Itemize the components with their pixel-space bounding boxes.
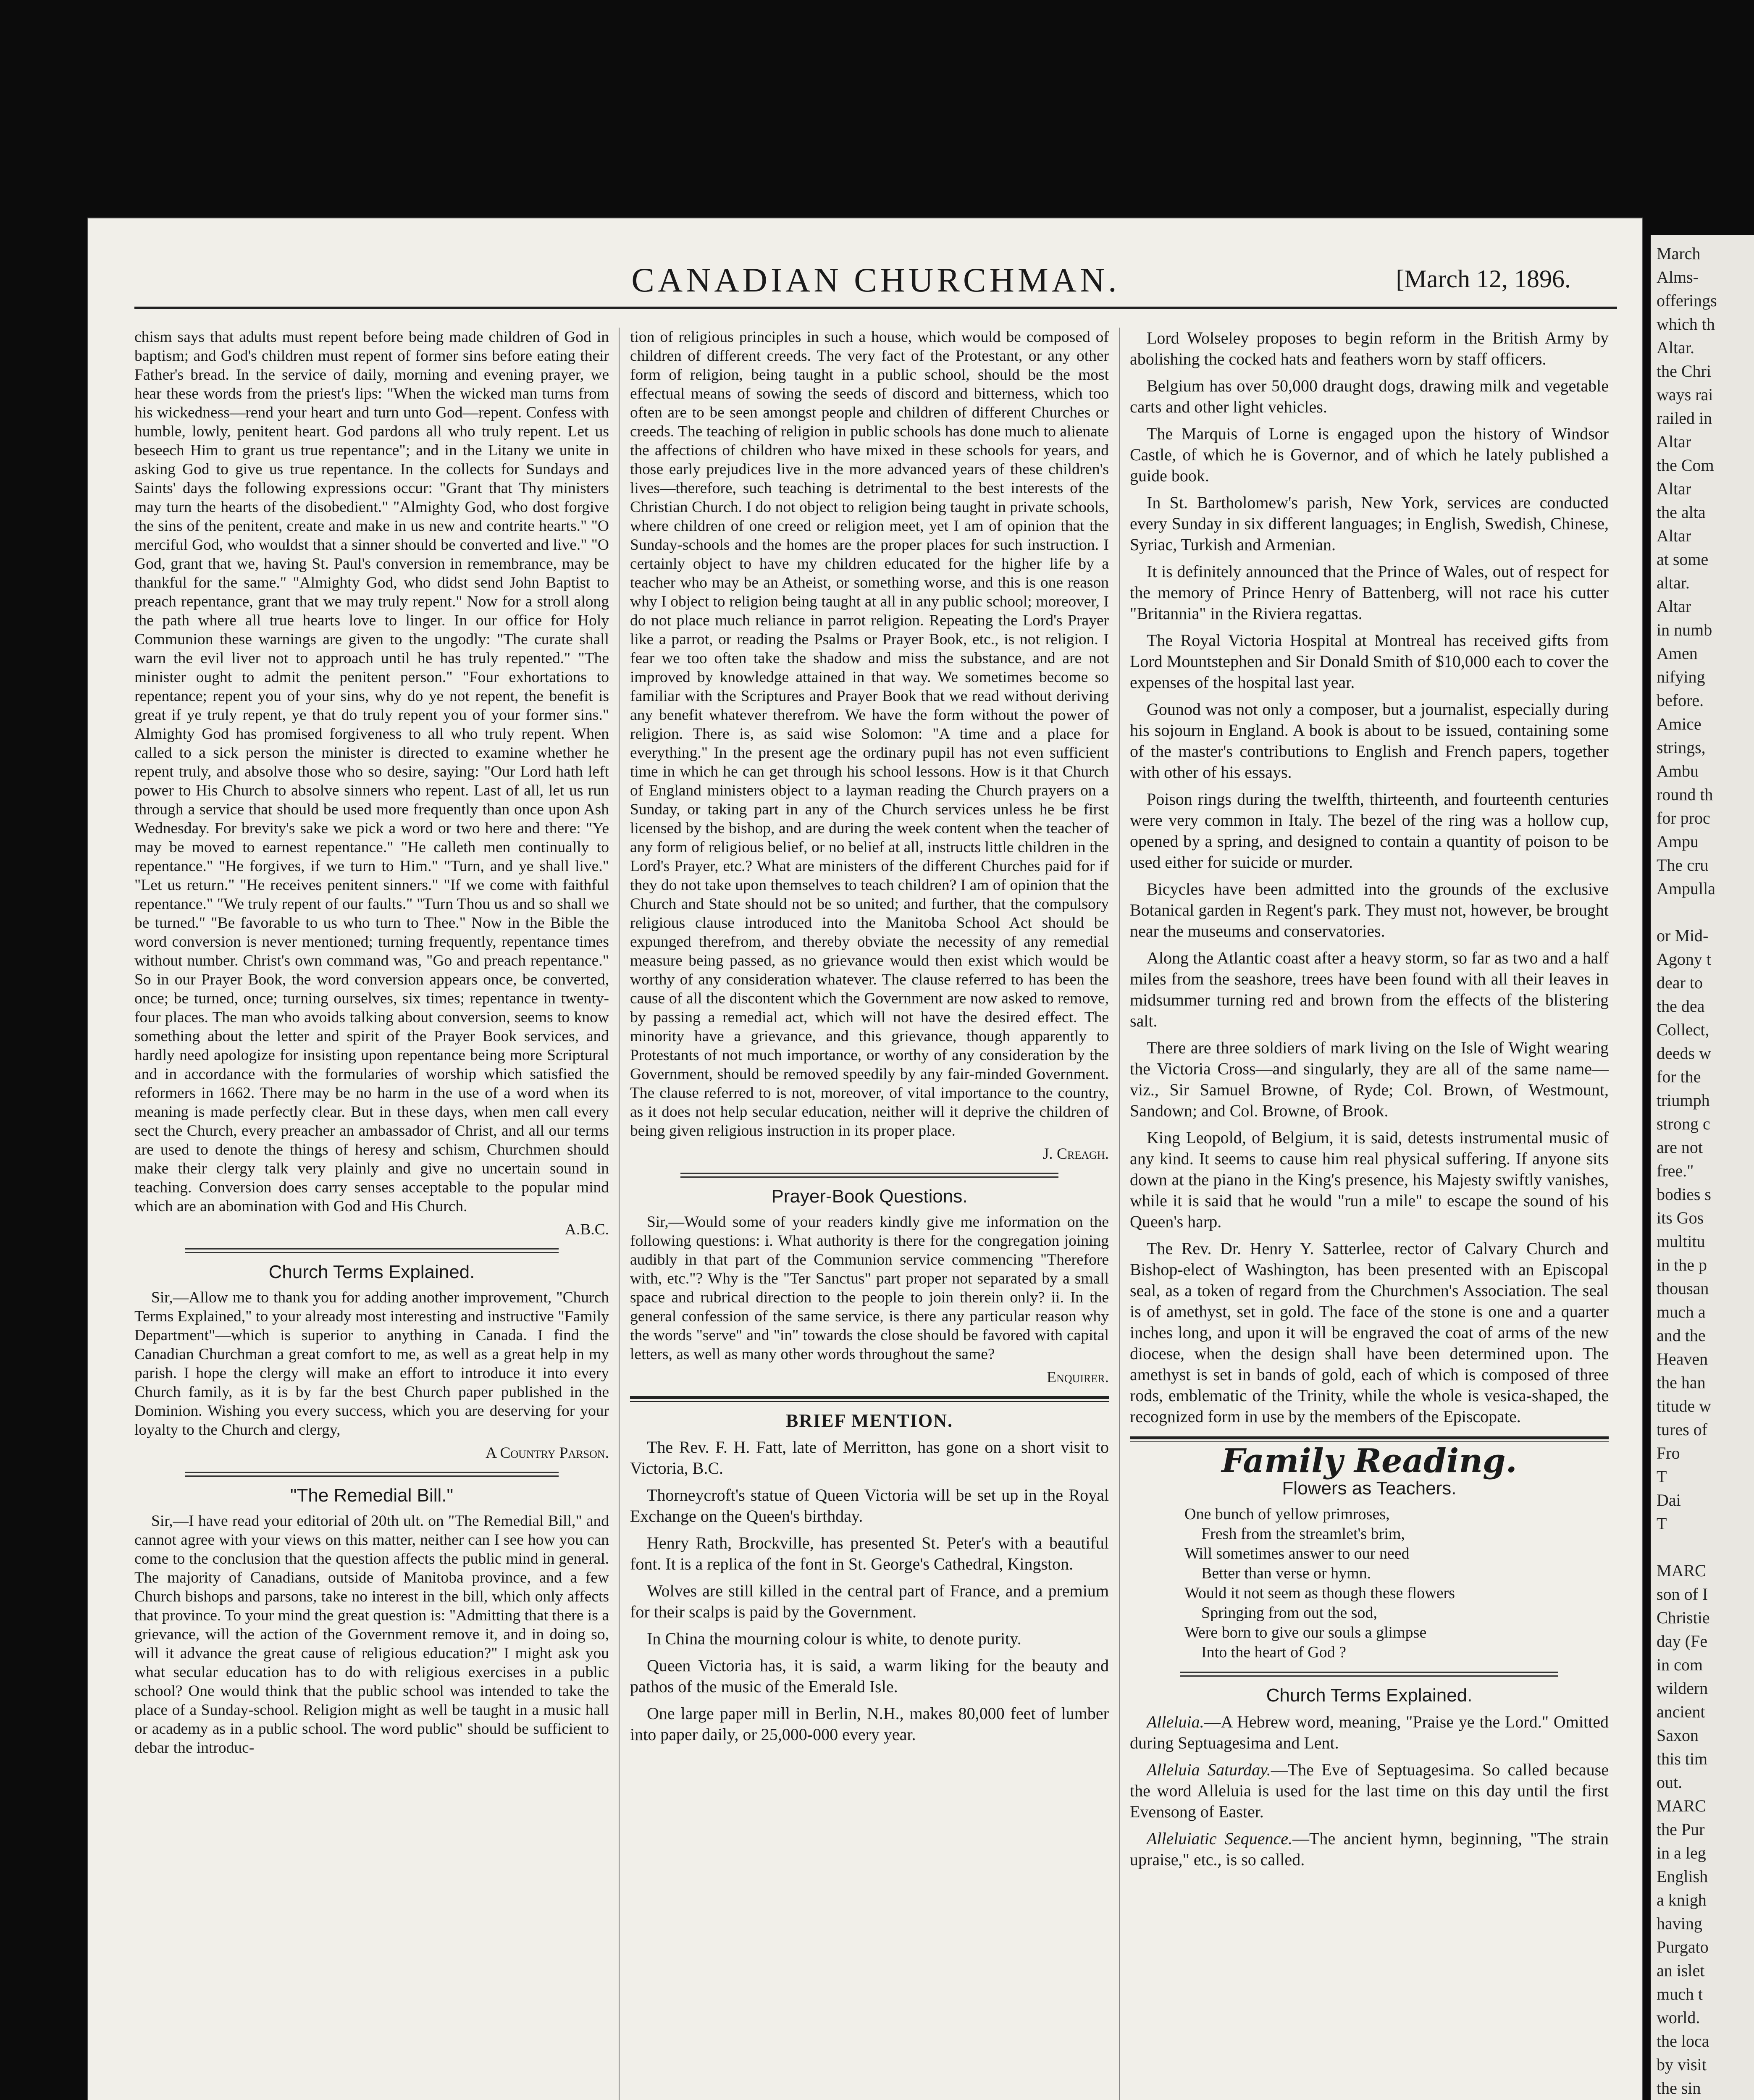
newspaper-page	[88, 218, 1642, 2100]
column-3	[1130, 328, 1609, 2100]
article-text: chism says that adults must repent before being made children of God in baptism; and God's children must repent of former sins before eating their Father's bread. In the service of daily, morning and evening prayer, we hear these words from the priest's lips: "When the wicked man turns from his wickedness—rend your heart and turn unto God—repent. Confess with humble, lowly, penitent heart. God pardons all who truly repent. Let us beseech Him to grant us true repentance"; and in the Litany we unite in asking God to give us true repentance. In the collects for Sundays and Saints' days the following expressions occur: "Grant that Thy ministers may turn the hearts of the disobedient." "Almighty God, who dost forgive the sins of the penitent, create and make in us new and contrite hearts." "O merciful God, who wouldst that a sinner should be converted and live." "O God, grant that we, having St. Paul's conversion in remembrance, may be thankful for the same." "Almighty God, who didst send John Baptist to preach repentance, grant that we may truly repent." Now for a stroll along the path where all true hearts love to linger. In our office for Holy Communion these warnings are given to the ungodly: "The curate shall warn the evil liver not to approach until he has truly repented." "The minister ought to admit the penitent person." "Four exhortations to repentance; repent you of your sins, why do ye not repent, the benefit is great if ye truly repent, ye that do truly repent you of your former sins." Almighty God has promised forgiveness to all who truly repent. When called to a sick person the minister is directed to examine whether he repent truly, and absolve those who so desire, saying: "Our Lord hath left power to His Church to absolve sinners who repent. Last of all, let us run through a service that should be used more frequently than once upon Ash Wednesday. For brevity's sake we pick a word or two here and there: "Ye may be moved to earnest repentance." "He calleth men continually to repentance." "He forgives, if we turn to Him." "Turn, and ye shall live." "Let us return." "He receives penitent sinners." "If we come with faithful repentance." "We truly repent of our faults." "Turn Thou us and so shall we be turned." "Be favorable to us who turn to Thee." Now in the Bible the word conversion is never mentioned; turning frequently, repentance times without number. Christ's own command was, "Go and preach repentance." So in our Prayer Book, the word conversion appears once, be converted, once; be turned, once; turning ourselves, six times; repentance in twenty-four places. The man who avoids talking about conversion, seems to know something about the letter and spirit of the Prayer Book services, and hardly need apologize for insisting upon repentance being more Scriptural and in accordance with the formularies of worship which satisfied the reformers in 1662. There may be no harm in the use of a word when its meaning is made perfectly clear. But in these days, when men call every sect the Church, every preacher an ambassador of Christ, and all our terms are used to denote the things of heresy and schism, Churchmen should make their clergy talk very plainly and give no uncertain sound in teaching. Conversion does carry senses acceptable to the popular mind which are an abomination with God and His Church.	[134, 328, 609, 1215]
adjacent-page-line: T	[1657, 1467, 1667, 1486]
adjacent-page-line: Fro	[1657, 1444, 1680, 1462]
adjacent-page-line: Amen	[1657, 644, 1698, 663]
glossary-definition: —The ancient hymn, beginning, "The strain upraise," etc., is so called.	[1130, 1829, 1609, 1869]
adjacent-page-line: bodies s	[1657, 1185, 1711, 1204]
masthead	[134, 260, 1617, 309]
divider	[630, 1396, 1109, 1402]
glossary-term: Alleluiatic Sequence.	[1147, 1829, 1293, 1848]
poem-line: Into the heart of God ?	[1201, 1643, 1347, 1661]
adjacent-page-line: the sin	[1657, 2079, 1701, 2097]
glossary-term: Alleluia Saturday.	[1147, 1760, 1271, 1779]
adjacent-page-line: for proc	[1657, 808, 1710, 827]
adjacent-page-line: Saxon	[1657, 1726, 1699, 1745]
adjacent-page-line: Agony t	[1657, 950, 1711, 969]
brief-item: The Rev. Dr. Henry Y. Satterlee, rector of Calvary Church and Bishop-elect of Washington, has been presented with an Episcopal seal, as a token of regard from the Churchmen's Association. The seal is of amethyst, set in gold. The face of the stone is one and a quarter inches long, and upon it will be engraved the coat of arms of the new diocese, when the design shall have been determined upon. The amethyst is set in bands of gold, each of which is composed of three rods, emblematic of the Trinity, while the whole is vesica-shaped, the recognized form in use by the members of the Episcopate.	[1130, 1239, 1609, 1426]
adjacent-page-line: in a leg	[1657, 1843, 1706, 1862]
column-2	[630, 328, 1109, 2100]
divider	[185, 1472, 559, 1477]
family-reading-title: Family Reading.	[1221, 1442, 1517, 1480]
adjacent-page-line: in numb	[1657, 620, 1712, 639]
adjacent-page-line: railed in	[1657, 409, 1712, 428]
adjacent-page-line: or Mid-	[1657, 926, 1709, 945]
adjacent-page-line: Christie	[1657, 1608, 1710, 1627]
section-heading: BRIEF MENTION.	[786, 1410, 953, 1431]
adjacent-page-line: deeds w	[1657, 1044, 1711, 1063]
poem-line: Would it not seem as though these flowers	[1184, 1584, 1455, 1602]
letter-heading: Church Terms Explained.	[268, 1262, 475, 1282]
adjacent-page-line: English	[1657, 1867, 1708, 1886]
adjacent-page-edge	[1651, 235, 1754, 2100]
brief-item: One large paper mill in Berlin, N.H., makes 80,000 feet of lumber into paper daily, or 25,000-000 every year.	[630, 1704, 1109, 1744]
glossary-definition: —A Hebrew word, meaning, "Praise ye the Lord." Omitted during Septuagesima and Lent.	[1130, 1712, 1609, 1752]
brief-item: In St. Bartholomew's parish, New York, services are conducted every Sunday in six different languages; in English, Swedish, Chinese, Syriac, Turkish and Armenian.	[1130, 493, 1609, 554]
adjacent-page-line: son of I	[1657, 1585, 1708, 1604]
adjacent-page-line: having	[1657, 1914, 1702, 1933]
adjacent-page-line: Altar.	[1657, 338, 1694, 357]
adjacent-page-line: Alms-	[1657, 268, 1699, 286]
brief-item: In China the mourning colour is white, to denote purity.	[647, 1629, 1021, 1648]
poem-line: Springing from out the sod,	[1201, 1604, 1378, 1622]
adjacent-page-line: MARC	[1657, 1561, 1706, 1580]
glossary-entry	[1130, 1828, 1609, 1870]
adjacent-page-line: tures of	[1657, 1420, 1708, 1439]
brief-item: Gounod was not only a composer, but a journalist, especially during his sojourn in England. A book is about to be issued, containing some of the master's contributions to English and French papers, together with other of his essays.	[1130, 700, 1609, 782]
brief-item: Lord Wolseley proposes to begin reform in the British Army by abolishing the cocked hats and feathers worn by staff officers.	[1130, 328, 1609, 368]
poem-line: One bunch of yellow primroses,	[1184, 1505, 1390, 1523]
adjacent-page-line: March	[1657, 244, 1701, 263]
adjacent-page-line: the Chri	[1657, 362, 1711, 381]
divider	[185, 1248, 559, 1253]
signature: A.B.C.	[565, 1221, 609, 1238]
adjacent-page-line: Altar	[1657, 526, 1691, 545]
adjacent-page-line: Altar	[1657, 432, 1691, 451]
column-1	[134, 328, 609, 2100]
adjacent-page-line: thousan	[1657, 1279, 1709, 1298]
adjacent-page-line: before.	[1657, 691, 1704, 710]
adjacent-page-line: Altar	[1657, 479, 1691, 498]
divider	[680, 1173, 1058, 1178]
adjacent-page-line: the Com	[1657, 456, 1714, 475]
adjacent-page-line: wildern	[1657, 1679, 1708, 1698]
brief-item: Poison rings during the twelfth, thirteenth, and fourteenth centuries were very common in Italy. The bezel of the ring was a hollow cup, opened by a spring, and designed to contain a quantity of poison to be used either for suicide or murder.	[1130, 790, 1609, 872]
adjacent-page-line: are not	[1657, 1138, 1703, 1157]
brief-item: Along the Atlantic coast after a heavy storm, so far as two and a half miles from the seashore, trees have been found with all their leaves in midsummer turning red and brown from the effects of the blistering salt.	[1130, 948, 1609, 1030]
adjacent-page-line: at some	[1657, 550, 1709, 569]
poem-line: Better than verse or hymn.	[1201, 1564, 1371, 1582]
adjacent-page-line: Collect,	[1657, 1020, 1709, 1039]
adjacent-page-line: and the	[1657, 1326, 1706, 1345]
poem-heading: Flowers as Teachers.	[1282, 1478, 1457, 1499]
brief-item: Thorneycroft's statue of Queen Victoria will be set up in the Royal Exchange on the Queen's birthday.	[630, 1486, 1109, 1525]
signature: J. Creagh.	[1042, 1145, 1109, 1163]
letter-text: Sir,—I have read your editorial of 20th ult. on "The Remedial Bill," and cannot agree with your views on this matter, neither can I see how you can come to the conclusion that the question affects the public mind in general. The majority of Canadians, outside of Manitoba province, and a few Church bishops and parsons, take no interest in the bill, which only affects that province. To your mind the great question is: "Admitting that there is a grievance, will the action of the Government remove it, and in doing so, will it advance the great cause of religious education?" I might ask you what secular education has to do with religious exercises in a public school? One would think that the public school was intended to take the place of a Sunday-school. Religion might as well be taught in a music hall or academy as in a public school. The word public" should be sufficient to debar the introduc-	[134, 1512, 609, 1756]
adjacent-page-line: an islet	[1657, 1961, 1705, 1980]
adjacent-page-line: triumph	[1657, 1091, 1710, 1110]
adjacent-page-line: titude w	[1657, 1396, 1711, 1415]
adjacent-page-line: ancient	[1657, 1702, 1705, 1721]
glossary-entry	[1130, 1712, 1609, 1754]
adjacent-page-line: Amice	[1657, 714, 1701, 733]
brief-item: The Royal Victoria Hospital at Montreal has received gifts from Lord Mountstephen and Sir Donald Smith of $10,000 each to cover the expenses of the hospital last year.	[1130, 631, 1609, 692]
divider	[1180, 1672, 1558, 1677]
adjacent-page-line: Dai	[1657, 1491, 1681, 1509]
adjacent-page-line: MARC	[1657, 1796, 1706, 1815]
brief-item: King Leopold, of Belgium, it is said, detests instrumental music of any kind. It seems to cause him real physical suffering. If anyone sits down at the piano in the King's presence, his Majesty swiftly vanishes, while it is said that he would "run a mile" to escape the sound of his Queen's harp.	[1130, 1128, 1609, 1231]
letter-heading: Prayer-Book Questions.	[771, 1186, 968, 1207]
adjacent-page-line: altar.	[1657, 573, 1690, 592]
brief-item: Belgium has over 50,000 draught dogs, drawing milk and vegetable carts and other light vehicles.	[1130, 376, 1609, 416]
glossary	[1130, 1712, 1609, 1870]
adjacent-page-line: world.	[1657, 2008, 1700, 2027]
adjacent-page-line: Heaven	[1657, 1349, 1708, 1368]
poem-line: Fresh from the streamlet's brim,	[1201, 1525, 1405, 1543]
adjacent-page-line: Ampu	[1657, 832, 1699, 851]
brief-item: There are three soldiers of mark living on the Isle of Wight wearing the Victoria Cross—and singularly, they are all of the same name—viz., Sir Samuel Browne, of Ryde; Col. Brown, of Westmount, Sandown; and Col. Browne, of Brook.	[1130, 1038, 1609, 1120]
adjacent-page-line: much t	[1657, 1984, 1703, 2003]
adjacent-page-line: its Gos	[1657, 1208, 1704, 1227]
brief-item: Bicycles have been admitted into the grounds of the exclusive Botanical garden in Regent's park. They must not, however, be brought near the museums and conservatories.	[1130, 879, 1609, 940]
glossary-entry	[1130, 1759, 1609, 1822]
adjacent-page-line: the alta	[1657, 503, 1706, 522]
brief-item: The Marquis of Lorne is engaged upon the history of Windsor Castle, of which he is Governor, and of which he lately published a guide book.	[1130, 424, 1609, 485]
brief-mention-list	[630, 1437, 1109, 1745]
adjacent-page-line: free."	[1657, 1161, 1694, 1180]
adjacent-page-line: ways rai	[1657, 385, 1713, 404]
adjacent-page-line: out.	[1657, 1773, 1683, 1792]
adjacent-page-line: The cru	[1657, 856, 1709, 874]
adjacent-page-line: strong c	[1657, 1114, 1710, 1133]
adjacent-page-line: nifying	[1657, 667, 1705, 686]
adjacent-page-line: which th	[1657, 315, 1715, 333]
brief-item: The Rev. F. H. Fatt, late of Merritton, has gone on a short visit to Victoria, B.C.	[630, 1438, 1109, 1478]
poem-line: Were born to give our souls a glimpse	[1184, 1624, 1427, 1641]
poem	[1184, 1504, 1609, 1662]
adjacent-page-line: Ampulla	[1657, 879, 1715, 898]
letter-text: tion of religious principles in such a house, which would be composed of children of different creeds. The very fact of the Protestant, or any other form of religion, being taught in a public school, should be the most effectual means of sowing the seeds of discord and bitterness, which too often are to be seen amongst people and children of different Churches or creeds. The teaching of religion in public schools has done much to alienate the affections of children who have mixed in these schools for years, and those early prejudices live in the more advanced years of these children's lives—therefore, such teaching is detrimental to the best interests of the Christian Church. I do not object to religion being taught in private schools, where children of one creed or religion meet, yet I am of opinion that the Sunday-schools and the homes are the proper places for such instruction. I certainly object to have my children educated for the higher life by a teacher who may be an Atheist, or something worse, and this is one reason why I object to religion being taught at all in any public school; moreover, I do not place much reliance in parrot religion. Repeating the Lord's Prayer like a parrot, or reading the Psalms or Prayer Book, etc., is not religion. I fear we too often take the shadow and miss the substance, and are not improved by knowledge attained in that way. We sometimes become so familiar with the Scriptures and Prayer Book that we read without deriving any benefit whatever therefrom. We have the form without the power of religion. There is, as said wise Solomon: "A time and a place for everything." In the present age the ordinary pupil has not even sufficient time in which he can get through his school lessons. How is it that Church of England ministers object to a layman reading the Church prayers on a Sunday, or taking part in any of the Church services unless he be first licensed by the bishop, and are during the week content when the teacher of any form of religious belief, or no belief at all, instructs little children in the Lord's Prayer, etc.? What are ministers of the different Churches paid for if they do not take upon themselves to teach children? I am of opinion that the Church and State should not be so united; and further, that the compulsory religious clause introduced into the Manitoba School Act should be expunged therefrom, and thereby obviate the necessity of any remedial measure being passed, as no grievance would then exist which would be worthy of any consideration whatever. The clause referred to has been the cause of all the discontent which the Government are now asked to remove, by passing a remedial act, which will not have the desired effect. The minority have a grievance, and this grievance, though apparently to Protestants of not much importance, or worthy of any consideration by the Government, should be removed speedily by any fair-minded Government. The clause referred to is not, moreover, of vital importance to the country, as it does not help secular education, neither will it deprive the children of being given religious instruction in its proper place.	[630, 328, 1109, 1139]
adjacent-page-line: Ambu	[1657, 761, 1699, 780]
glossary-heading: Church Terms Explained.	[1266, 1685, 1473, 1706]
adjacent-page-line: the han	[1657, 1373, 1706, 1392]
adjacent-page-line: strings,	[1657, 738, 1706, 757]
adjacent-page-line: the loca	[1657, 2032, 1709, 2050]
glossary-term: Alleluia.	[1147, 1712, 1204, 1731]
adjacent-page-line: offerings	[1657, 291, 1717, 310]
adjacent-page-line: in the p	[1657, 1255, 1707, 1274]
letter-heading: "The Remedial Bill."	[290, 1485, 454, 1506]
adjacent-page-line: round th	[1657, 785, 1713, 804]
adjacent-page-line: Purgato	[1657, 1937, 1709, 1956]
brief-item: Henry Rath, Brockville, has presented St. Peter's with a beautiful font. It is a replica of the font in St. George's Cathedral, Kingston.	[630, 1533, 1109, 1573]
adjacent-page-line: Altar	[1657, 597, 1691, 616]
issue-date: [March 12, 1896.	[1396, 265, 1571, 293]
signature: Enquirer.	[1047, 1369, 1109, 1386]
letter-text: Sir,—Would some of your readers kindly give me information on the following questions: i. What authority is there for the congregation joining audibly in that part of the Communion service commencing "Therefore with, etc."? Why is the "Ter Sanctus" part proper not separated by a small space and rubrical direction to the people to join therein only? ii. In the general confession of the same service, is there any particular reason why the words "serve" and "in" towards the close should be favored with capital letters, as well as many other words throughout the same?	[630, 1213, 1109, 1363]
adjacent-page-line: in com	[1657, 1655, 1703, 1674]
column-rule	[619, 328, 620, 2100]
brief-item: Wolves are still killed in the central part of France, and a premium for their scalps is paid by the Government.	[630, 1581, 1109, 1621]
adjacent-page-line: the dea	[1657, 997, 1705, 1016]
adjacent-page-line: multitu	[1657, 1232, 1705, 1251]
paper-title: CANADIAN CHURCHMAN.	[631, 261, 1120, 299]
glossary-definition: —The Eve of Septuagesima. So called because the word Alleluia is used for the last time on this day until the first Evensong of Easter.	[1130, 1760, 1609, 1821]
adjacent-page-line: by visit	[1657, 2055, 1707, 2074]
brief-item: It is definitely announced that the Prince of Wales, out of respect for the memory of Prince Henry of Battenberg, will not race his cutter "Britannia" in the Riviera regattas.	[1130, 562, 1609, 623]
column-rule	[1119, 328, 1120, 2100]
adjacent-page-line: the Pur	[1657, 1820, 1705, 1839]
adjacent-page-line: T	[1657, 1514, 1667, 1533]
letter-text: Sir,—Allow me to thank you for adding another improvement, "Church Terms Explained," to your already most interesting and instructive "Family Department"—which is superior to anything in Canada. I find the Canadian Churchman a great comfort to me, as well as a great help in my parish. I hope the clergy will make an effort to introduce it into every Church family, as it is by far the best Church paper published in the Dominion. Wishing you every success, which you are deserving for your loyalty to the Church and clergy,	[134, 1289, 609, 1438]
poem-line: Will sometimes answer to our need	[1184, 1545, 1410, 1562]
adjacent-page-line: a knigh	[1657, 1890, 1707, 1909]
adjacent-page-line: dear to	[1657, 973, 1703, 992]
adjacent-page-line: much a	[1657, 1302, 1706, 1321]
adjacent-page-line: this tim	[1657, 1749, 1708, 1768]
adjacent-page-line: day (Fe	[1657, 1632, 1708, 1651]
divider	[1130, 1436, 1609, 1442]
signature: A Country Parson.	[485, 1444, 609, 1462]
adjacent-page-line: for the	[1657, 1067, 1701, 1086]
brief-item: Queen Victoria has, it is said, a warm liking for the beauty and pathos of the music of the Emerald Isle.	[630, 1656, 1109, 1696]
